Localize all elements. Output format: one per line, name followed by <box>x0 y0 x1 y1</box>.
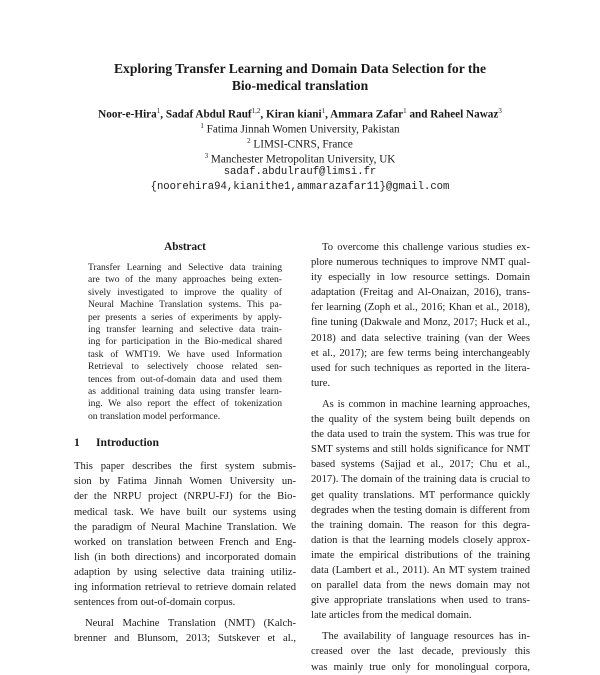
intro-paragraph <box>74 459 296 610</box>
affiliation-text: Manchester Metropolitan University, UK <box>210 153 396 166</box>
text-line: As is common in machine learning approaches, <box>322 398 530 410</box>
author-affiliation-mark: 1,2 <box>251 107 261 115</box>
text-line: adaption by using selective data training utiliz- <box>74 566 296 578</box>
text-line: fer learning (Zoph et al., 2016; Khan et al., 2018), <box>311 302 530 314</box>
abstract-heading: Abstract <box>164 241 206 253</box>
affiliation-text: LIMSI-CNRS, France <box>253 138 353 151</box>
body-paragraph <box>311 629 530 674</box>
text-line: brenner and Blunsom, 2013; Sutskever et al., <box>74 633 296 645</box>
text-line: adaptation (Freitag and Al-Onaizan, 2016), trans- <box>311 287 530 299</box>
author-separator: , <box>260 108 266 121</box>
affiliation-mark: 3 <box>204 152 209 160</box>
abstract-body <box>74 262 296 423</box>
author-affiliation-mark: 1 <box>403 107 407 115</box>
intro-paragraph <box>74 616 296 646</box>
author-affiliation-mark: 1 <box>156 107 161 115</box>
text-line: fine tuning (Dakwale and Monz, 2017; Huck et al., <box>311 317 530 329</box>
text-line: sentences from out-of-domain corpus. <box>74 597 236 609</box>
text-line: imate the empirical distributions of the training <box>311 549 530 561</box>
text-line: To overcome this challenge various studies ex- <box>322 242 530 253</box>
abstract-line: as additional training data using transfer learn- <box>88 386 282 398</box>
text-line: ity especially in low resource settings. Domain <box>311 272 530 284</box>
right-column <box>311 240 530 675</box>
text-line: get quality translations. MT performance quickly <box>311 489 530 501</box>
text-line: the paradigm of Neural Machine Translation. We <box>74 521 296 533</box>
text-line: the training domain. The reason for this degra- <box>311 519 530 531</box>
text-line: et al., 2017); are few terms being interchangeably <box>311 347 530 359</box>
text-line: lish (in both directions) and incorporated domain <box>74 551 296 563</box>
text-line: give appropriate translations when used to trans- <box>311 595 530 607</box>
abstract-line: tences from out-of-domain data and used them <box>88 373 282 385</box>
author-name: Ammara Zafar <box>330 108 404 121</box>
text-line: was mainly true only for monolingual corpora, <box>311 661 530 673</box>
abstract-line: ing transfer learning and selective data train- <box>88 324 282 336</box>
affiliation-mark: 1 <box>200 122 204 130</box>
text-line: 2018) and data selective training (van der Wees <box>311 332 530 344</box>
author-name: Sadaf Abdul Rauf <box>165 108 252 121</box>
section-heading-introduction <box>74 436 296 450</box>
abstract-line: Neural Machine Translation systems. This pa- <box>88 299 282 311</box>
abstract-line: sively investigated to improve the quality of <box>88 286 282 298</box>
abstract-line: on translation model performance. <box>88 410 221 422</box>
title-line: Bio-medical translation <box>231 78 369 93</box>
author-name: Noor-e-Hira <box>98 108 157 121</box>
affiliation-text: Fatima Jinnah Women University, Pakistan <box>206 123 400 136</box>
abstract-line: Transfer Learning and Selective data training <box>88 262 282 273</box>
text-line: 2017). The domain of the training data is crucial to <box>311 474 530 486</box>
text-line: creased over the last decade, previously this <box>311 646 530 658</box>
email-address[interactable]: sadaf.abdulrauf@limsi.fr <box>223 166 377 178</box>
section-title: Introduction <box>96 436 159 450</box>
abstract-line: are two of the many approaches being exten- <box>88 274 282 286</box>
text-line: the quality of the system being built depends on <box>311 414 530 426</box>
author-affiliation-mark: 1 <box>321 107 326 115</box>
left-column <box>74 240 296 646</box>
text-line: plore numerous techniques to improve NMT qual- <box>311 257 530 269</box>
author-name: Raheel Nawaz <box>430 108 499 121</box>
text-line: SMT systems and still holds significance for NMT <box>311 444 530 456</box>
text-line: dation is that the learning models closely approx- <box>311 534 530 546</box>
text-line: ing information retrieval to retrieve domain related <box>74 582 296 594</box>
email-address[interactable]: {noorehira94,kianithe1,ammarazafar11}@gmail.com <box>150 181 450 193</box>
affiliation-mark: 2 <box>247 137 251 145</box>
author-separator: , <box>325 108 331 121</box>
section-number: 1 <box>74 436 80 450</box>
text-line: degrades when the testing domain is different from <box>311 504 530 516</box>
abstract-line: Retrieval to selectively choose related sen- <box>88 361 282 373</box>
text-line: medical task. We have built our systems using <box>74 506 296 518</box>
author-separator: , <box>160 108 166 121</box>
text-line: on parallel data from the news domain may not <box>311 580 530 592</box>
text-line: der the NRPU project (NRPU-FJ) for the Bio- <box>74 491 296 503</box>
text-line: late articles from the medical domain. <box>311 610 472 622</box>
body-paragraph <box>311 397 530 623</box>
text-line: used for such techniques as reported in the litera- <box>311 362 530 374</box>
text-line: This paper describes the first system submis- <box>74 461 296 473</box>
abstract-line: per presents a series of experiments by apply- <box>88 311 282 323</box>
text-line: The availability of language resources has in- <box>322 631 530 643</box>
text-line: Neural Machine Translation (NMT) (Kalch- <box>85 618 296 630</box>
author-separator: and <box>406 108 431 121</box>
text-line: based systems (Sajjad et al., 2017; Chu et al., <box>311 459 530 471</box>
body-paragraph <box>311 240 530 391</box>
abstract-line: task of WMT19. We have used Information <box>88 348 282 360</box>
text-line: sion by Fatima Jinnah Women University un- <box>74 476 296 488</box>
abstract-line: ing. We also report the effect of tokenization <box>88 398 282 410</box>
paper-title <box>60 60 540 94</box>
author-affiliation-mark: 3 <box>498 107 502 115</box>
text-line: the data used to train the system. This was true for <box>311 429 530 441</box>
text-line: data (Lambert et al., 2011). An MT system trained <box>311 564 530 576</box>
text-line: worked on translation between French and Eng- <box>74 536 296 548</box>
author-name: Kiran kiani <box>266 108 322 121</box>
abstract-line: ing for participation in the Bio-medical shared <box>88 336 282 348</box>
title-line: Exploring Transfer Learning and Domain Data Selection for the <box>113 61 487 76</box>
text-line: ture. <box>311 377 331 389</box>
